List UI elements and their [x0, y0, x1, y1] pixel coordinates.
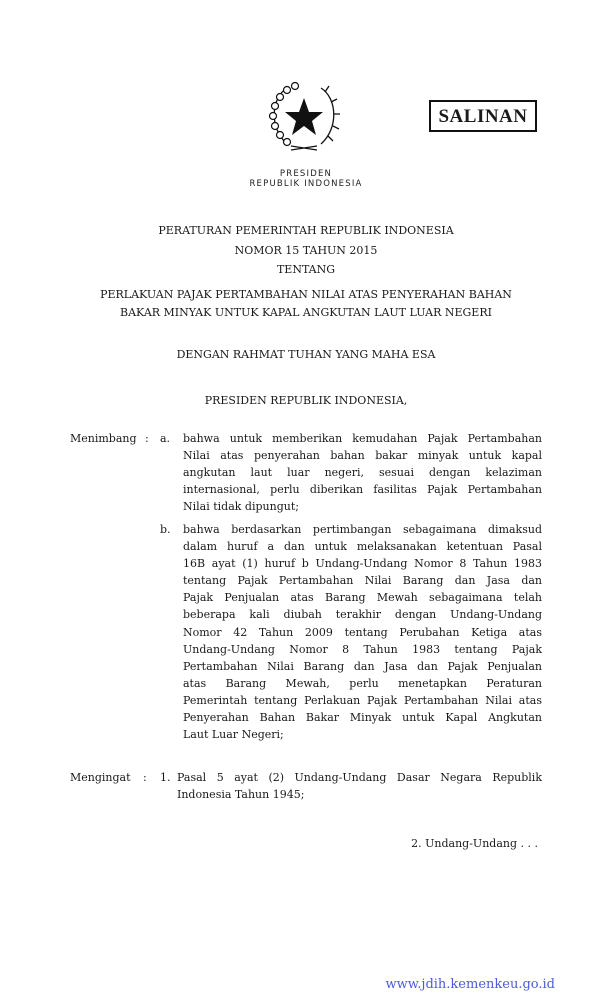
- menimbang-item-b: [183, 521, 542, 743]
- item-marker: 1.: [160, 771, 171, 784]
- jdih-link[interactable]: www.jdih.kemenkeu.go.id: [385, 977, 555, 992]
- text-line: dalam huruf a dan untuk melaksanakan ketentuan Pasal: [183, 540, 542, 554]
- mengingat-colon: :: [143, 771, 147, 784]
- text-line: Indonesia Tahun 1945;: [177, 788, 305, 802]
- text-line: internasional, perlu diberikan fasilitas Pajak Pertambahan: [183, 483, 542, 497]
- text-line: Pajak Penjualan atas Barang Mewah sebagaimana telah: [183, 591, 542, 605]
- republik-label: REPUBLIK INDONESIA: [249, 179, 363, 189]
- presiden-heading: PRESIDEN REPUBLIK INDONESIA,: [204, 394, 408, 407]
- text-line: Penyerahan Bahan Bakar Minyak untuk Kapal Angkutan: [183, 711, 542, 725]
- text-line: angkutan laut luar negeri, sesuai dengan kelaziman: [183, 466, 542, 480]
- regulation-title: PERATURAN PEMERINTAH REPUBLIK INDONESIA: [158, 224, 454, 237]
- text-line: Laut Luar Negeri;: [183, 728, 284, 742]
- text-line: Nilai atas penyerahan bahan bakar minyak untuk kapal: [183, 449, 542, 463]
- page-continuation: 2. Undang-Undang . . .: [411, 837, 538, 850]
- text-line: Pemerintah tentang Perlakuan Pajak Pertambahan Nilai atas: [183, 693, 542, 707]
- text-line: Nilai tidak dipungut;: [183, 500, 299, 514]
- menimbang-colon: :: [145, 432, 149, 445]
- rahmat-heading: DENGAN RAHMAT TUHAN YANG MAHA ESA: [176, 348, 436, 361]
- text-line: Pasal 5 ayat (2) Undang-Undang Dasar Negara Republik: [177, 771, 542, 784]
- item-marker: b.: [160, 523, 171, 536]
- garuda-emblem-icon: [265, 78, 343, 156]
- text-line: bahwa untuk memberikan kemudahan Pajak Pertambahan: [183, 432, 542, 445]
- regulation-number: NOMOR 15 TAHUN 2015: [234, 244, 378, 257]
- presiden-label: PRESIDEN: [279, 169, 333, 179]
- text-line: Undang-Undang Nomor 8 Tahun 1983 tentang Pajak: [183, 642, 542, 656]
- menimbang-item-a: [183, 430, 542, 515]
- text-line: atas Barang Mewah, perlu menetapkan Peraturan: [183, 676, 542, 690]
- text-line: Nomor 42 Tahun 2009 tentang Perubahan Ketiga atas: [183, 625, 542, 639]
- regulation-subject-line-1: PERLAKUAN PAJAK PERTAMBAHAN NILAI ATAS PENYERAHAN BAHAN: [100, 288, 512, 301]
- regulation-subject-line-2: BAKAR MINYAK UNTUK KAPAL ANGKUTAN LAUT LUAR NEGERI: [120, 306, 492, 319]
- mengingat-label: Mengingat: [70, 771, 131, 784]
- item-marker: a.: [160, 432, 171, 445]
- text-line: bahwa berdasarkan pertimbangan sebagaimana dimaksud: [183, 523, 542, 536]
- text-line: tentang Pajak Pertambahan Nilai Barang dan Jasa dan: [183, 574, 542, 588]
- mengingat-item-1: [177, 769, 542, 803]
- text-line: beberapa kali diubah terakhir dengan Undang-Undang: [183, 608, 542, 622]
- text-line: 16B ayat (1) huruf b Undang-Undang Nomor 8 Tahun 1983: [183, 557, 542, 571]
- salinan-stamp: SALINAN: [429, 100, 537, 132]
- menimbang-label: Menimbang: [70, 432, 137, 445]
- text-line: Pertambahan Nilai Barang dan Jasa dan Pajak Penjualan: [183, 659, 542, 673]
- tentang-label: TENTANG: [276, 263, 336, 276]
